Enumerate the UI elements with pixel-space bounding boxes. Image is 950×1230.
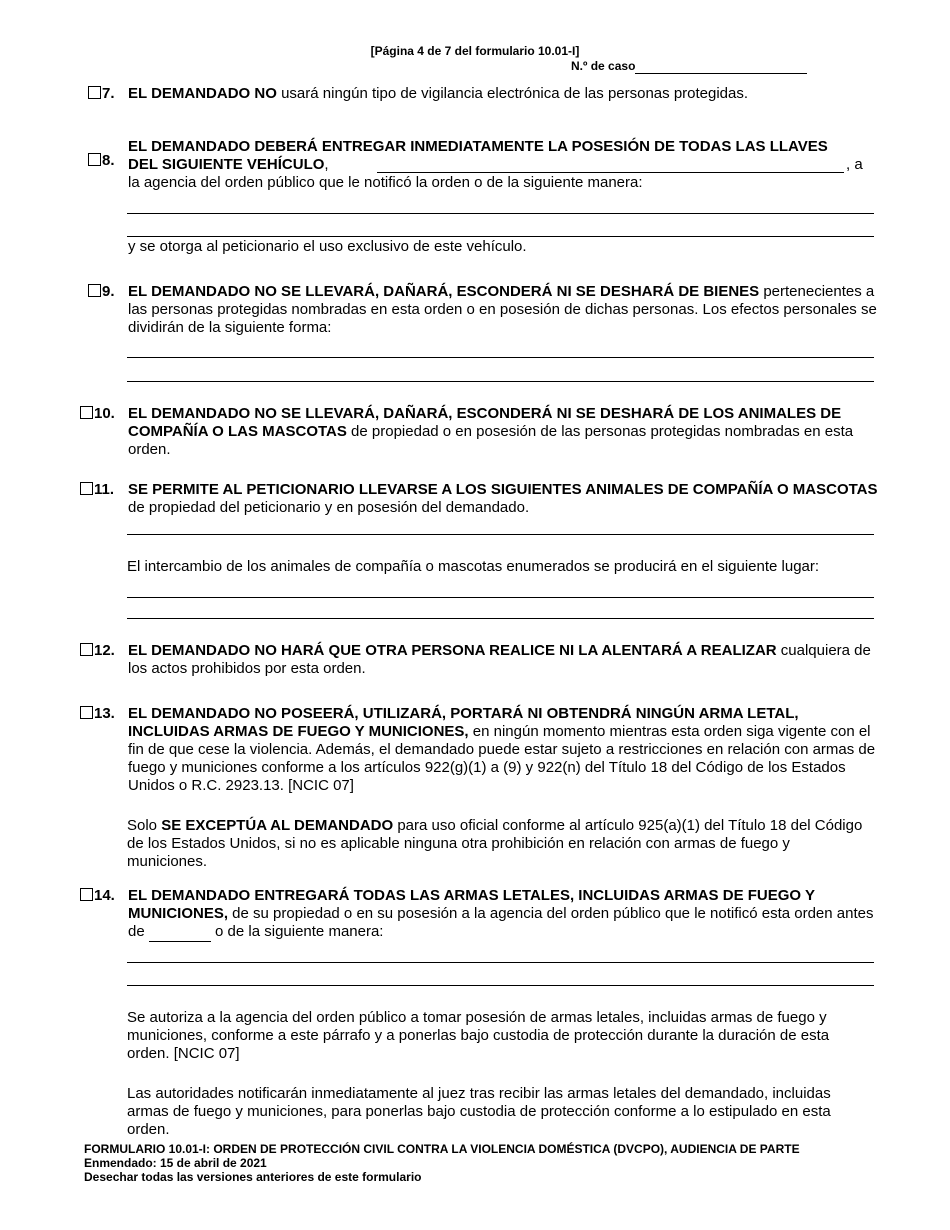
item-12-number: 12.	[94, 642, 115, 659]
item-14-bold: EL DEMANDADO ENTREGARÁ TODAS LAS ARMAS LETALES, INCLUIDAS ARMAS DE FUEGO Y MUNICIONES,	[128, 887, 815, 922]
item-9-number: 9.	[102, 283, 115, 300]
item-9-checkbox[interactable]	[88, 284, 101, 297]
item-8-line2: DEL SIGUIENTE VEHÍCULO,	[128, 156, 329, 173]
item-7-number: 7.	[102, 85, 115, 102]
item-8-manner-line-1[interactable]	[127, 213, 874, 214]
item-13-number: 13.	[94, 705, 115, 722]
item-8-bold-line1: EL DEMANDADO DEBERÁ ENTREGAR INMEDIATAMENTE LA POSESIÓN DE TODAS LAS LLAVES	[128, 138, 828, 155]
item-8-number: 8.	[102, 152, 115, 169]
item-14-manner-line-1[interactable]	[127, 962, 874, 963]
item-10-text: de propiedad o en posesión de las personas protegidas nombradas en esta orden.	[128, 423, 854, 458]
item-14-text-end: o de la siguiente manera:	[210, 923, 384, 940]
case-number-field[interactable]	[635, 59, 807, 74]
item-8-trail: , a	[846, 156, 863, 173]
item-12-bold: EL DEMANDADO NO HARÁ QUE OTRA PERSONA REALICE NI LA ALENTARÁ A REALIZAR	[128, 642, 777, 659]
footer	[84, 1142, 800, 1184]
item-11-exchange: El intercambio de los animales de compañía o mascotas enumerados se producirá en el siguiente lugar:	[127, 558, 820, 575]
item-9-line-2[interactable]	[127, 381, 874, 382]
item-12-checkbox[interactable]	[80, 643, 93, 656]
item-8-vehicle-field[interactable]	[377, 172, 844, 173]
footer-amended: Enmendado: 15 de abril de 2021	[84, 1156, 267, 1170]
item-13-exception: Solo SE EXCEPTÚA AL DEMANDADO para uso oficial conforme al artículo 925(a)(1) del Título 18 del Código de los Estados Unidos, si no es aplicable ninguna otra prohibición en relación con armas de fuego y municiones.	[127, 817, 863, 870]
item-7-text: usará ningún tipo de vigilancia electrónica de las personas protegidas.	[276, 85, 749, 102]
item-14-notification: Las autoridades notificarán inmediatamente al juez tras recibir las armas letales del demandado, incluidas armas de fuego y municiones, para ponerlas bajo custodia de protección conforme a lo estipulado en esta orden.	[127, 1085, 831, 1138]
item-10-number: 10.	[94, 405, 115, 422]
item-13-bold: EL DEMANDADO NO POSEERÁ, UTILIZARÁ, PORTARÁ NI OBTENDRÁ NINGÚN ARMA LETAL, INCLUIDAS ARMAS DE FUEGO Y MUNICIONES,	[128, 705, 799, 740]
item-11-place-line-2[interactable]	[127, 618, 874, 619]
item-14-text: de su propiedad o en su posesión a la agencia del orden público que le notificó esta orden antes de	[128, 905, 874, 940]
item-14-manner-line-2[interactable]	[127, 985, 874, 986]
item-13-text: en ningún momento mientras esta orden siga vigente con el fin de que cese la violencia. Además, el demandado puede estar sujeto a restricciones en relación con armas de fuego y municiones conforme a los artículos 922(g)(1) a (9) y 922(n) del Título 18 del Código de los Estados Unidos o R.C. 2923.13. [NCIC 07]	[128, 723, 876, 794]
case-number	[571, 59, 807, 74]
item-8-text2: la agencia del orden público que le notificó la orden o de la siguiente manera:	[128, 174, 643, 191]
footer-discard: Desechar todas las versiones anteriores de este formulario	[84, 1170, 422, 1184]
item-9-line-1[interactable]	[127, 357, 874, 358]
item-14-checkbox[interactable]	[80, 888, 93, 901]
item-14-number: 14.	[94, 887, 115, 904]
item-11-place-line-1[interactable]	[127, 597, 874, 598]
item-8-after: y se otorga al peticionario el uso exclusivo de este vehículo.	[128, 238, 527, 255]
item-9-text: pertenecientes a las personas protegidas nombradas en esta orden o en posesión de dichas personas. Los efectos personales se dividirán de la siguiente forma:	[128, 283, 877, 336]
item-14-date-field[interactable]	[149, 923, 211, 942]
item-7-checkbox[interactable]	[88, 86, 101, 99]
item-9-bold: EL DEMANDADO NO SE LLEVARÁ, DAÑARÁ, ESCONDERÁ NI SE DESHARÁ DE BIENES	[128, 283, 760, 300]
item-8-checkbox[interactable]	[88, 153, 101, 166]
item-11-number: 11.	[94, 481, 115, 498]
page-label: [Página 4 de 7 del formulario 10.01-I]	[370, 44, 580, 58]
item-10-bold: EL DEMANDADO NO SE LLEVARÁ, DAÑARÁ, ESCONDERÁ NI SE DESHARÁ DE LOS ANIMALES DE COMPAÑÍA O LAS MASCOTAS	[128, 405, 842, 440]
item-11-pets-line[interactable]	[127, 534, 874, 535]
item-11-bold: SE PERMITE AL PETICIONARIO LLEVARSE A LOS SIGUIENTES ANIMALES DE COMPAÑÍA O MASCOTAS	[128, 481, 878, 498]
item-10-checkbox[interactable]	[80, 406, 93, 419]
item-12-text: cualquiera de los actos prohibidos por esta orden.	[128, 642, 871, 677]
item-11-checkbox[interactable]	[80, 482, 93, 495]
case-number-label: N.º de caso	[571, 59, 636, 73]
item-7-bold: EL DEMANDADO NO	[128, 85, 277, 102]
item-11-text: de propiedad del peticionario y en posesión del demandado.	[128, 499, 530, 516]
item-13-checkbox[interactable]	[80, 706, 93, 719]
item-14-authorization: Se autoriza a la agencia del orden público a tomar posesión de armas letales, incluidas armas de fuego y municiones, conforme a este párrafo y a ponerlas bajo custodia de protección durante la duración de esta orden. [NCIC 07]	[127, 1009, 830, 1062]
footer-form-title: FORMULARIO 10.01-I: ORDEN DE PROTECCIÓN CIVIL CONTRA LA VIOLENCIA DOMÉSTICA (DVCPO), AUDIENCIA DE PARTE	[84, 1142, 800, 1156]
item-8-manner-line-2[interactable]	[127, 236, 874, 237]
